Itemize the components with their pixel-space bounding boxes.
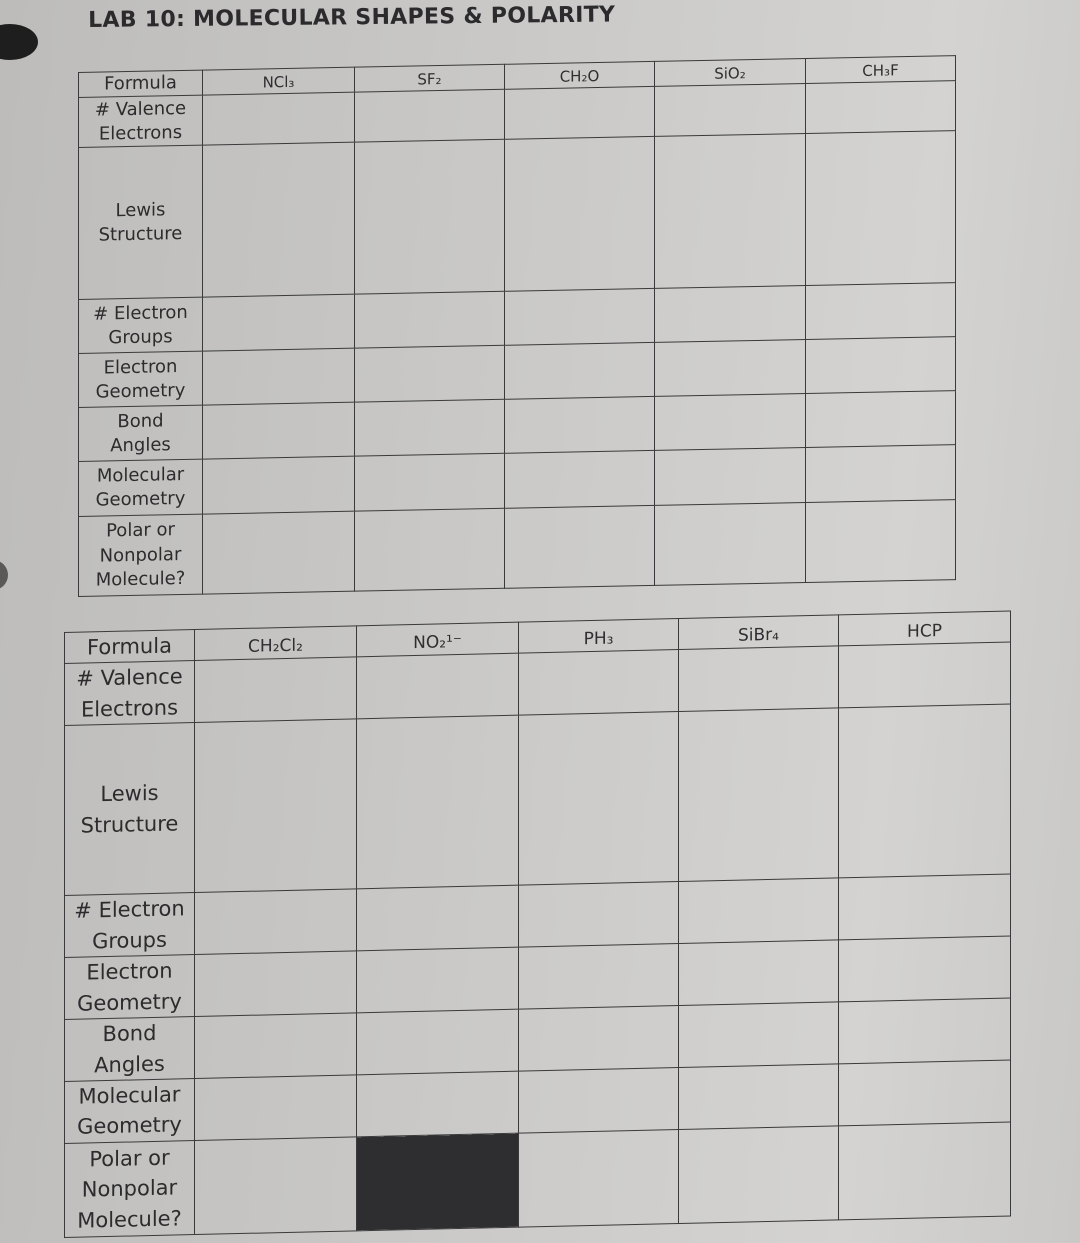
answer-cell[interactable]	[679, 708, 839, 882]
answer-cell[interactable]	[195, 1075, 357, 1141]
answer-cell[interactable]	[357, 1071, 519, 1137]
answer-cell[interactable]	[519, 1067, 679, 1133]
bond-angles-label: Bond Angles	[65, 1017, 195, 1082]
valence-label: # Valence Electrons	[65, 661, 195, 726]
answer-cell[interactable]	[679, 1064, 839, 1130]
answer-cell[interactable]	[355, 90, 505, 143]
answer-cell[interactable]	[655, 286, 806, 343]
lewis-row	[65, 704, 1011, 895]
answer-cell[interactable]	[679, 1002, 839, 1068]
answer-cell[interactable]	[839, 1060, 1011, 1126]
redacted-cell	[357, 1133, 519, 1231]
formula-cell: HCP	[839, 611, 1011, 646]
answer-cell[interactable]	[355, 400, 505, 457]
answer-cell[interactable]	[806, 337, 956, 394]
formula-cell: SF₂	[355, 64, 505, 92]
answer-cell[interactable]	[505, 87, 655, 140]
answer-cell[interactable]	[679, 878, 839, 944]
answer-cell[interactable]	[505, 137, 655, 292]
answer-cell[interactable]	[203, 294, 355, 351]
answer-cell[interactable]	[655, 394, 806, 451]
answer-cell[interactable]	[505, 397, 655, 454]
answer-cell[interactable]	[195, 951, 357, 1017]
answer-cell[interactable]	[505, 451, 655, 509]
answer-cell[interactable]	[355, 346, 505, 403]
answer-cell[interactable]	[806, 445, 956, 503]
answer-cell[interactable]	[195, 1137, 357, 1235]
answer-cell[interactable]	[655, 134, 806, 289]
answer-cell[interactable]	[839, 1122, 1011, 1220]
polarity-label: Polar or Nonpolar Molecule?	[79, 514, 203, 596]
formula-label: Formula	[65, 630, 195, 664]
molecule-table-2	[64, 611, 1011, 1238]
answer-cell[interactable]	[203, 348, 355, 405]
electron-groups-label: # Electron Groups	[65, 893, 195, 958]
answer-cell[interactable]	[655, 340, 806, 397]
polarity-row	[79, 500, 956, 597]
answer-cell[interactable]	[519, 1129, 679, 1227]
answer-cell[interactable]	[357, 885, 519, 951]
answer-cell[interactable]	[806, 131, 956, 286]
answer-cell[interactable]	[355, 454, 505, 512]
answer-cell[interactable]	[203, 456, 355, 514]
answer-cell[interactable]	[195, 719, 357, 893]
valence-label: # Valence Electrons	[79, 95, 203, 147]
answer-cell[interactable]	[839, 642, 1011, 708]
lewis-label: Lewis Structure	[65, 723, 195, 896]
answer-cell[interactable]	[195, 889, 357, 955]
answer-cell[interactable]	[519, 1006, 679, 1072]
answer-cell[interactable]	[355, 140, 505, 295]
answer-cell[interactable]	[806, 81, 956, 134]
formula-cell: NCl₃	[203, 67, 355, 95]
bond-angles-label: Bond Angles	[79, 405, 203, 461]
electron-geometry-label: Electron Geometry	[65, 955, 195, 1020]
answer-cell[interactable]	[679, 646, 839, 712]
formula-cell: CH₃F	[806, 56, 956, 84]
formula-cell: CH₂O	[505, 61, 655, 89]
lewis-row	[79, 131, 956, 300]
answer-cell[interactable]	[357, 1009, 519, 1075]
answer-cell[interactable]	[203, 142, 355, 297]
answer-cell[interactable]	[655, 84, 806, 137]
formula-label: Formula	[79, 70, 203, 98]
answer-cell[interactable]	[806, 500, 956, 583]
answer-cell[interactable]	[519, 944, 679, 1010]
answer-cell[interactable]	[519, 650, 679, 716]
lewis-label: Lewis Structure	[79, 145, 203, 299]
formula-cell: CH₂Cl₂	[195, 626, 357, 661]
answer-cell[interactable]	[357, 947, 519, 1013]
formula-cell: NO₂¹⁻	[357, 622, 519, 657]
formula-cell: SiBr₄	[679, 615, 839, 650]
answer-cell[interactable]	[519, 882, 679, 948]
answer-cell[interactable]	[839, 936, 1011, 1002]
answer-cell[interactable]	[679, 1126, 839, 1224]
answer-cell[interactable]	[195, 657, 357, 723]
binder-hole	[0, 24, 38, 60]
molecular-geometry-label: Molecular Geometry	[79, 459, 203, 516]
answer-cell[interactable]	[655, 448, 806, 506]
answer-cell[interactable]	[195, 1013, 357, 1079]
formula-cell: PH₃	[519, 619, 679, 654]
answer-cell[interactable]	[355, 292, 505, 349]
answer-cell[interactable]	[203, 511, 355, 594]
answer-cell[interactable]	[839, 874, 1011, 940]
polarity-label: Polar or Nonpolar Molecule?	[65, 1140, 195, 1237]
answer-cell[interactable]	[203, 402, 355, 459]
page-title: LAB 10: MOLECULAR SHAPES & POLARITY	[88, 2, 616, 33]
polarity-row	[65, 1122, 1011, 1237]
answer-cell[interactable]	[505, 343, 655, 400]
molecular-geometry-label: Molecular Geometry	[65, 1078, 195, 1143]
electron-groups-label: # Electron Groups	[79, 297, 203, 353]
answer-cell[interactable]	[505, 506, 655, 589]
answer-cell[interactable]	[357, 654, 519, 720]
answer-cell[interactable]	[679, 940, 839, 1006]
answer-cell[interactable]	[806, 391, 956, 448]
binder-hole-lower	[0, 560, 8, 590]
formula-cell: SiO₂	[655, 59, 806, 87]
answer-cell[interactable]	[203, 92, 355, 145]
answer-cell[interactable]	[357, 715, 519, 889]
answer-cell[interactable]	[839, 998, 1011, 1064]
answer-cell[interactable]	[655, 503, 806, 586]
answer-cell[interactable]	[839, 704, 1011, 878]
answer-cell[interactable]	[806, 283, 956, 340]
answer-cell[interactable]	[355, 509, 505, 592]
molecule-table-1	[78, 55, 956, 597]
answer-cell[interactable]	[505, 289, 655, 346]
electron-geometry-label: Electron Geometry	[79, 351, 203, 407]
answer-cell[interactable]	[519, 712, 679, 886]
